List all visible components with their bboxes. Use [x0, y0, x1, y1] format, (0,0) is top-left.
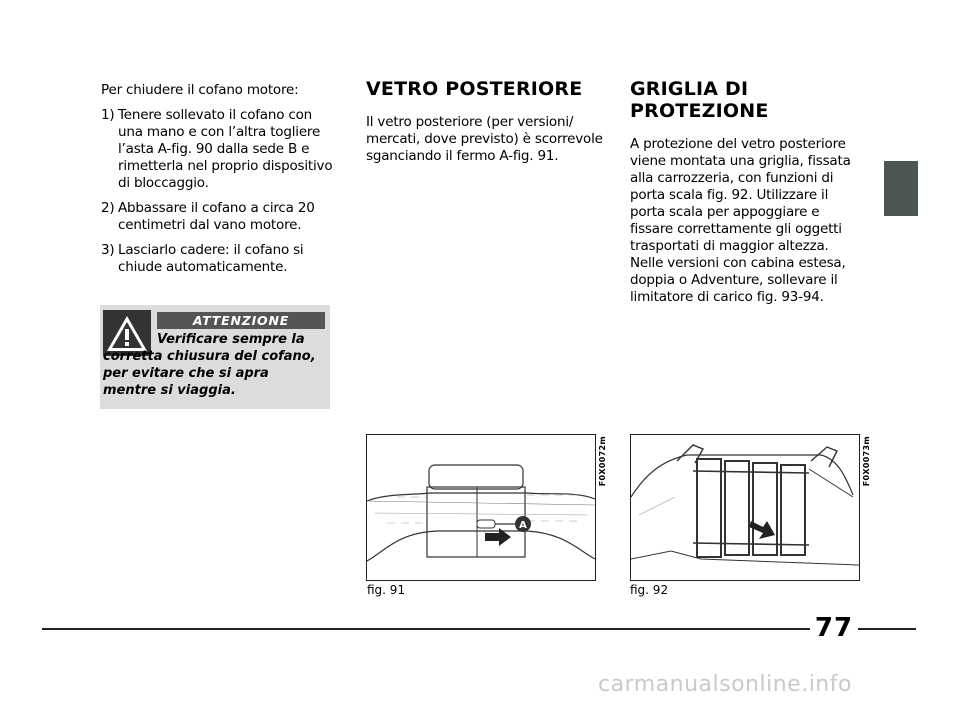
vetro-title: VETRO POSTERIORE: [366, 78, 583, 100]
griglia-title-line1: GRIGLIA DI: [630, 78, 749, 100]
fig91-callout-label: A: [519, 520, 527, 531]
figure-91: [366, 434, 596, 581]
fig91-caption: fig. 91: [367, 583, 406, 597]
vetro-body: Il vetro posteriore (per versioni/ mercati, dove previsto) è scorrevole sganciando il fermo A-fig. 91.: [366, 114, 603, 164]
fig91-code: F0X0072m: [598, 436, 607, 487]
footer-rule-right: [858, 628, 916, 630]
step-number: 3): [101, 242, 115, 258]
step-text: Lasciarlo cadere: il cofano si chiude automaticamente.: [118, 242, 304, 275]
intro-section: [101, 82, 333, 276]
figure-92: [630, 434, 860, 581]
list-item: [101, 242, 333, 276]
list-item: [101, 200, 333, 234]
fig92-caption: fig. 92: [630, 583, 669, 597]
griglia-body: A protezione del vetro posteriore viene montata una griglia, fissata alla carrozzeria, con funzioni di porta scala fig. 92. Utilizzare il porta scala per appoggiare e fissare correttamente gli oggetti trasportati di maggior altezza. Nelle versioni con cabina estesa, doppia o Adventure, sollevare il limitatore di carico fig. 93-94.: [630, 136, 851, 305]
steps-list: [101, 107, 333, 276]
page-number: 77: [814, 613, 854, 643]
footer-rule-left: [42, 628, 810, 630]
list-item: [101, 107, 333, 192]
warning-heading: ATTENZIONE: [157, 312, 325, 329]
griglia-title-line2: PROTEZIONE: [630, 100, 769, 122]
warning-box: [100, 305, 330, 409]
vetro-section: [366, 78, 606, 165]
rear-window-illustration: [367, 435, 595, 580]
griglia-title: [630, 78, 862, 122]
step-number: 1): [101, 107, 115, 123]
section-tab: [884, 161, 918, 216]
fig92-code: F0X0073m: [862, 436, 871, 487]
step-number: 2): [101, 200, 115, 216]
intro-lead: Per chiudere il cofano motore:: [101, 82, 299, 98]
step-text: Tenere sollevato il cofano con una mano e con l’altra togliere l’asta A-fig. 90 dalla sede B e rimetterla nel proprio dispositivo di bloccaggio.: [118, 107, 333, 191]
protection-grille-illustration: [631, 435, 859, 580]
warning-text: Verificare sempre la corretta chiusura del cofano, per evitare che si apra mentre si viaggia.: [103, 332, 316, 398]
griglia-section: [630, 78, 862, 306]
step-text: Abbassare il cofano a circa 20 centimetri dal vano motore.: [118, 200, 315, 233]
watermark: carmanualsonline.info: [598, 672, 852, 697]
